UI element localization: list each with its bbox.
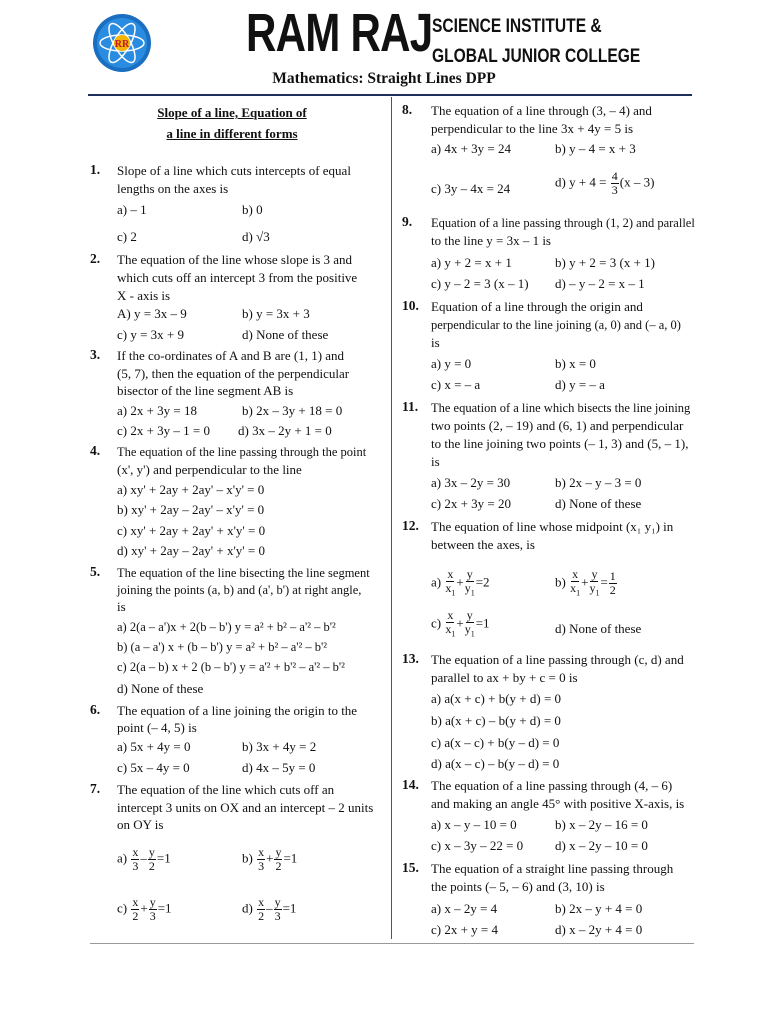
option-a: a) $\frac{x}{3}$ – $\frac{y}{2}$ =1 — [117, 845, 171, 873]
option-b: b) y + 2 = 3 (x + 1) — [555, 255, 655, 270]
option-a: a) 4x + 3y = 24 — [431, 141, 512, 156]
option-a: a) xy' + 2ay + 2ay' – x'y' = 0 — [117, 482, 265, 497]
footer-divider — [90, 943, 694, 944]
question-text: the points (– 5, – 6) and (3, 10) is — [431, 879, 605, 894]
option-d: d) 3x – 2y + 1 = 0 — [238, 423, 332, 438]
question-number: 15. — [402, 860, 419, 875]
option-d: d) None of these — [555, 496, 642, 511]
option-c: c) 2x + 3y = 20 — [431, 496, 512, 511]
option-c: c) 2x + y = 4 — [431, 922, 499, 937]
question-text: The equation of the line passing through the point — [117, 445, 367, 459]
option-a: a) y + 2 = x + 1 — [431, 255, 512, 270]
question-text: If the co-ordinates of A and B are (1, 1) and — [117, 348, 345, 363]
option-c: c) xy' + 2ay + 2ay' + x'y' = 0 — [117, 523, 266, 538]
question-text: to the line y = 3x – 1 is — [431, 233, 551, 248]
question-text: (5, 7), then the equation of the perpendicular — [117, 366, 350, 381]
option-b: b) $\frac{x}{x_1}$ + $\frac{y}{y_1}$ = $\frac{1}{2}$ — [555, 567, 616, 598]
question-text: The equation of a line joining the origin to the — [117, 703, 358, 718]
question-text: The equation of a line through (3, – 4) and — [431, 103, 652, 118]
question-text: X - axis is — [117, 288, 171, 303]
option-c: c) y – 2 = 3 (x – 1) — [431, 276, 529, 291]
option-c: c) $\frac{x}{2}$ + $\frac{y}{3}$ =1 — [117, 895, 172, 923]
question-text: lengths on the axes is — [117, 181, 229, 196]
option-a: A) y = 3x – 9 — [117, 306, 187, 321]
section-heading-2: a line in different forms — [166, 126, 298, 141]
option-a: a) y = 0 — [431, 356, 472, 371]
option-b: b) 3x + 4y = 2 — [242, 739, 317, 754]
option-a: a) – 1 — [117, 202, 147, 217]
option-d: d) xy' + 2ay – 2ay' + x'y' = 0 — [117, 543, 265, 558]
option-d: d) $\frac{x}{2}$ – $\frac{y}{3}$ =1 — [242, 895, 297, 923]
option-b: b) 0 — [242, 202, 263, 217]
option-a: a) $\frac{x}{x_1}$ + $\frac{y}{y_1}$ =2 — [431, 567, 490, 598]
header-divider — [88, 94, 692, 96]
question-number: 4. — [90, 443, 101, 458]
option-b: b) 2x – 3y + 18 = 0 — [242, 403, 343, 418]
option-b: b) $\frac{x}{3}$ + $\frac{y}{2}$ =1 — [242, 845, 298, 873]
option-d: d) None of these — [555, 621, 642, 636]
institute-logo — [92, 13, 152, 73]
question-text: is — [431, 335, 440, 350]
question-text: (x', y') and perpendicular to the line — [117, 462, 302, 477]
option-c: c) $\frac{x}{x_1}$ + $\frac{y}{y_1}$ =1 — [431, 608, 490, 639]
question-text: joining the points (a, b) and (a', b') at right angle, — [117, 583, 362, 597]
question-text: Equation of a line passing through (1, 2) and parallel — [431, 216, 695, 230]
question-text: between the axes, is — [431, 537, 535, 552]
option-d: d) x – 2y + 4 = 0 — [555, 922, 643, 937]
option-d: d) 4x – 5y = 0 — [242, 760, 316, 775]
question-text: is — [431, 454, 440, 469]
option-a: a) a(x + c) + b(y + d) = 0 — [431, 691, 562, 706]
question-text: two points (2, – 19) and (6, 1) and perpendicular — [431, 418, 684, 433]
question-text: The equation of a line which bisects the line joining — [431, 401, 691, 415]
option-d: d) y + 4 = $\frac{4}{3}$ (x – 3) — [555, 169, 655, 197]
question-number: 8. — [402, 102, 413, 117]
question-number: 6. — [90, 702, 101, 717]
option-c: c) x = – a — [431, 377, 481, 392]
option-b: b) x – 2y – 16 = 0 — [555, 817, 648, 832]
question-number: 11. — [402, 399, 419, 414]
question-number: 3. — [90, 347, 101, 362]
question-text: intercept 3 units on OX and an intercept – 2 units — [117, 800, 374, 815]
option-d: d) a(x – c) – b(y – d) = 0 — [431, 756, 560, 771]
question-number: 10. — [402, 298, 419, 313]
question-text: parallel to ax + by + c = 0 is — [431, 670, 578, 685]
question-text: The equation of a straight line passing through — [431, 861, 674, 876]
option-a: a) 2x + 3y = 18 — [117, 403, 198, 418]
question-text: bisector of the line segment AB is — [117, 383, 294, 398]
option-a: a) 3x – 2y = 30 — [431, 475, 511, 490]
option-d: d) – y – 2 = x – 1 — [555, 276, 645, 291]
option-d: d) None of these — [242, 327, 329, 342]
question-text: which cuts off an intercept 3 from the positive — [117, 270, 358, 285]
option-b: b) (a – a') x + (b – b') y = a² + b² – a'² – b'² — [117, 640, 328, 654]
option-c: c) 2x + 3y – 1 = 0 — [117, 423, 211, 438]
option-c: c) 5x – 4y = 0 — [117, 760, 190, 775]
brand-subtitle-2: GLOBAL JUNIOR COLLEGE — [432, 46, 641, 67]
question-number: 2. — [90, 251, 101, 266]
option-d: d) y = – a — [555, 377, 605, 392]
brand-title: RAM RAJ — [246, 3, 433, 63]
question-text: point (– 4, 5) is — [117, 720, 197, 735]
option-c: c) y = 3x + 9 — [117, 327, 185, 342]
option-a: a) x – 2y = 4 — [431, 901, 498, 916]
question-text: The equation of the line whose slope is 3 and — [117, 252, 353, 267]
option-a: a) 5x + 4y = 0 — [117, 739, 191, 754]
option-b: b) x = 0 — [555, 356, 596, 371]
option-b: b) 2x – y + 4 = 0 — [555, 901, 643, 916]
option-c: c) 3y – 4x = 24 — [431, 181, 511, 196]
option-a: a) 2(a – a')x + 2(b – b') y = a² + b² – a'² – b'² — [117, 620, 336, 634]
option-c: c) x – 3y – 22 = 0 — [431, 838, 524, 853]
question-text: The equation of the line which cuts off an — [117, 782, 335, 797]
option-c: c) 2 — [117, 229, 137, 244]
question-text: The equation of the line bisecting the line segment — [117, 566, 370, 580]
option-b: b) a(x + c) – b(y + d) = 0 — [431, 713, 561, 728]
option-b: b) 2x – y – 3 = 0 — [555, 475, 642, 490]
question-text: The equation of a line passing through (4, – 6) — [431, 778, 673, 793]
question-number: 5. — [90, 564, 101, 579]
question-text: on OY is — [117, 817, 164, 832]
question-number: 9. — [402, 214, 413, 229]
option-c: c) a(x – c) + b(y – d) = 0 — [431, 735, 560, 750]
question-number: 12. — [402, 518, 419, 533]
question-text: and making an angle 45° with positive X-axis, is — [431, 796, 685, 811]
option-d: d) x – 2y – 10 = 0 — [555, 838, 648, 853]
brand-subtitle-1: SCIENCE INSTITUTE & — [432, 16, 602, 37]
question-number: 7. — [90, 781, 101, 796]
option-d: d) None of these — [117, 681, 204, 696]
option-d: d) √3 — [242, 229, 270, 244]
question-text: The equation of line whose midpoint (x₁ y₁) in — [431, 519, 674, 534]
option-c: c) 2(a – b) x + 2 (b – b') y = a'² + b'² – a'² – b'² — [117, 660, 345, 674]
section-heading-1: Slope of a line, Equation of — [157, 105, 307, 120]
column-divider — [391, 97, 392, 939]
question-number: 14. — [402, 777, 419, 792]
question-text: perpendicular to the line 3x + 4y = 5 is — [431, 121, 634, 136]
question-number: 13. — [402, 651, 419, 666]
option-a: a) x – y – 10 = 0 — [431, 817, 517, 832]
question-text: The equation of a line passing through (c, d) and — [431, 652, 684, 667]
question-text: to the line joining two points (– 1, 3) and (5, – 1), — [431, 436, 689, 451]
question-number: 1. — [90, 162, 101, 177]
question-text: perpendicular to the line joining (a, 0) and (– a, 0) — [431, 318, 681, 332]
svg-text:RR: RR — [114, 39, 130, 50]
page-title: Mathematics: Straight Lines DPP — [272, 70, 496, 87]
question-text: is — [117, 599, 126, 614]
option-b: b) y = 3x + 3 — [242, 306, 310, 321]
option-b: b) xy' + 2ay – 2ay' – x'y' = 0 — [117, 502, 265, 517]
option-b: b) y – 4 = x + 3 — [555, 141, 636, 156]
question-text: Equation of a line through the origin and — [431, 299, 643, 314]
question-text: Slope of a line which cuts intercepts of equal — [117, 163, 351, 178]
